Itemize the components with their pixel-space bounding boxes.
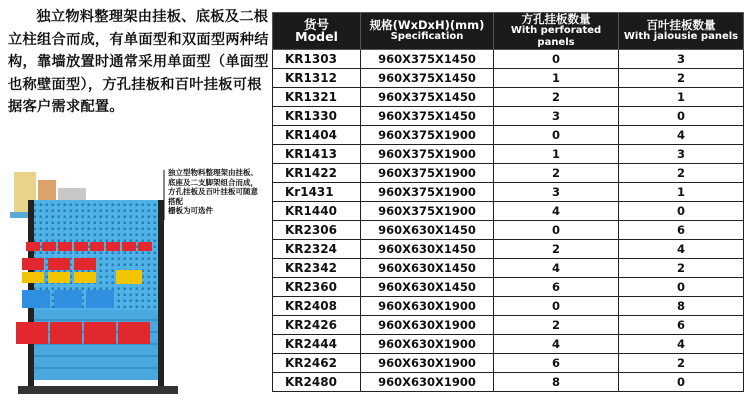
bin-row-blue	[22, 290, 114, 308]
perforated-count-cell: 2	[494, 316, 619, 335]
table-row	[273, 316, 744, 335]
jalousie-count-cell: 6	[619, 221, 744, 240]
spec-cell: 960X630X1900	[361, 335, 494, 354]
caption-line: 搭配	[168, 196, 183, 206]
spec-cell: 960X630X1900	[361, 373, 494, 392]
header-specification: 规格(WxDxH)(mm) Specification	[361, 13, 494, 50]
spec-cell: 960X630X1450	[361, 221, 494, 240]
perforated-count-cell: 2	[494, 240, 619, 259]
spec-cell: 960X375X1900	[361, 183, 494, 202]
table-row	[273, 354, 744, 373]
jalousie-count-cell: 0	[619, 107, 744, 126]
caption-line: 独立型物料整理架由挂板、	[168, 168, 258, 177]
model-cell: KR2444	[273, 335, 361, 354]
model-cell: KR1303	[273, 50, 361, 69]
perforated-count-cell: 0	[494, 297, 619, 316]
jalousie-count-cell: 3	[619, 50, 744, 69]
table-row	[273, 69, 744, 88]
table-row	[273, 126, 744, 145]
jalousie-count-cell: 0	[619, 202, 744, 221]
perforated-count-cell: 6	[494, 354, 619, 373]
model-cell: KR1440	[273, 202, 361, 221]
perforated-count-cell: 2	[494, 88, 619, 107]
model-cell: KR2360	[273, 278, 361, 297]
spec-cell: 960X375X1900	[361, 164, 494, 183]
spec-cell: 960X375X1450	[361, 50, 494, 69]
jalousie-count-cell: 4	[619, 126, 744, 145]
perforated-count-cell: 4	[494, 335, 619, 354]
jalousie-count-cell: 8	[619, 297, 744, 316]
model-cell: KR2342	[273, 259, 361, 278]
spec-cell: 960X375X1900	[361, 145, 494, 164]
model-cell: KR2480	[273, 373, 361, 392]
perforated-count-cell: 8	[494, 373, 619, 392]
spec-cell: 960X630X1900	[361, 354, 494, 373]
jalousie-count-cell: 3	[619, 145, 744, 164]
table-row	[273, 164, 744, 183]
perforated-count-cell: 6	[494, 278, 619, 297]
model-cell: KR1413	[273, 145, 361, 164]
spec-cell: 960X630X1900	[361, 297, 494, 316]
perforated-count-cell: 1	[494, 145, 619, 164]
spec-cell: 960X375X1900	[361, 126, 494, 145]
caption-line: 栅板为可选件	[168, 206, 213, 215]
perforated-count-cell: 0	[494, 221, 619, 240]
table-row	[273, 373, 744, 392]
jalousie-count-cell: 4	[619, 240, 744, 259]
jalousie-count-cell: 0	[619, 373, 744, 392]
model-cell: KR2408	[273, 297, 361, 316]
spec-cell: 960X375X1450	[361, 69, 494, 88]
table-row	[273, 107, 744, 126]
perforated-count-cell: 0	[494, 50, 619, 69]
spec-cell: 960X375X1450	[361, 88, 494, 107]
spec-cell: 960X630X1900	[361, 316, 494, 335]
jalousie-count-cell: 2	[619, 354, 744, 373]
table-row	[273, 240, 744, 259]
perforated-count-cell: 0	[494, 126, 619, 145]
bin-row-red	[22, 258, 96, 270]
table-row	[273, 335, 744, 354]
model-cell: KR1312	[273, 69, 361, 88]
perforated-count-cell: 2	[494, 164, 619, 183]
table-row	[273, 202, 744, 221]
caption-line: 底座及二支脚架组合而成，	[168, 177, 258, 187]
jalousie-count-cell: 0	[619, 278, 744, 297]
jalousie-count-cell: 4	[619, 335, 744, 354]
table-row	[273, 278, 744, 297]
jalousie-count-cell: 2	[619, 259, 744, 278]
model-cell: KR2324	[273, 240, 361, 259]
model-cell: KR1330	[273, 107, 361, 126]
jalousie-count-cell: 1	[619, 88, 744, 107]
perforated-count-cell: 1	[494, 69, 619, 88]
perforated-count-cell: 3	[494, 107, 619, 126]
table-row	[273, 88, 744, 107]
header-jalousie-panels: 百叶挂板数量 With jalousie panels	[619, 13, 744, 50]
model-cell: KR1404	[273, 126, 361, 145]
model-cell: KR1321	[273, 88, 361, 107]
model-cell: Kr1431	[273, 183, 361, 202]
rack-base	[18, 386, 178, 394]
header-perforated-panels: 方孔挂板数量 With perforated panels	[494, 13, 619, 50]
table-row	[273, 221, 744, 240]
spec-cell: 960X375X1450	[361, 107, 494, 126]
spec-cell: 960X630X1450	[361, 259, 494, 278]
table-row	[273, 259, 744, 278]
specification-table	[272, 12, 744, 392]
table-header-row	[273, 13, 744, 50]
model-cell: KR2462	[273, 354, 361, 373]
model-cell: KR2426	[273, 316, 361, 335]
bin-row-yellow	[22, 270, 142, 284]
rack-caption	[168, 168, 270, 216]
model-cell: KR2306	[273, 221, 361, 240]
perforated-count-cell: 3	[494, 183, 619, 202]
jalousie-count-cell: 6	[619, 316, 744, 335]
spec-cell: 960X630X1450	[361, 278, 494, 297]
table-row	[273, 297, 744, 316]
product-description: 独立物料整理架由挂板、底板及二根立柱组合而成，有单面型和双面型两种结构，靠墙放置时通常采用单面型（单面型也称壁面型），方孔挂板和百叶挂板可根据客户需求配置。	[8, 9, 269, 115]
model-cell: KR1422	[273, 164, 361, 183]
jalousie-count-cell: 2	[619, 164, 744, 183]
table-row	[273, 145, 744, 164]
perforated-count-cell: 4	[494, 202, 619, 221]
right-upright	[158, 200, 164, 390]
table-row	[273, 50, 744, 69]
caption-line: 方孔挂板及百叶挂板可随意	[168, 187, 258, 196]
jalousie-count-cell: 2	[619, 69, 744, 88]
rack-image-area	[8, 160, 270, 400]
spec-cell: 960X630X1450	[361, 240, 494, 259]
header-model: 货号 Model	[273, 13, 361, 50]
table-row	[273, 183, 744, 202]
spec-cell: 960X375X1900	[361, 202, 494, 221]
jalousie-count-cell: 1	[619, 183, 744, 202]
perforated-count-cell: 4	[494, 259, 619, 278]
